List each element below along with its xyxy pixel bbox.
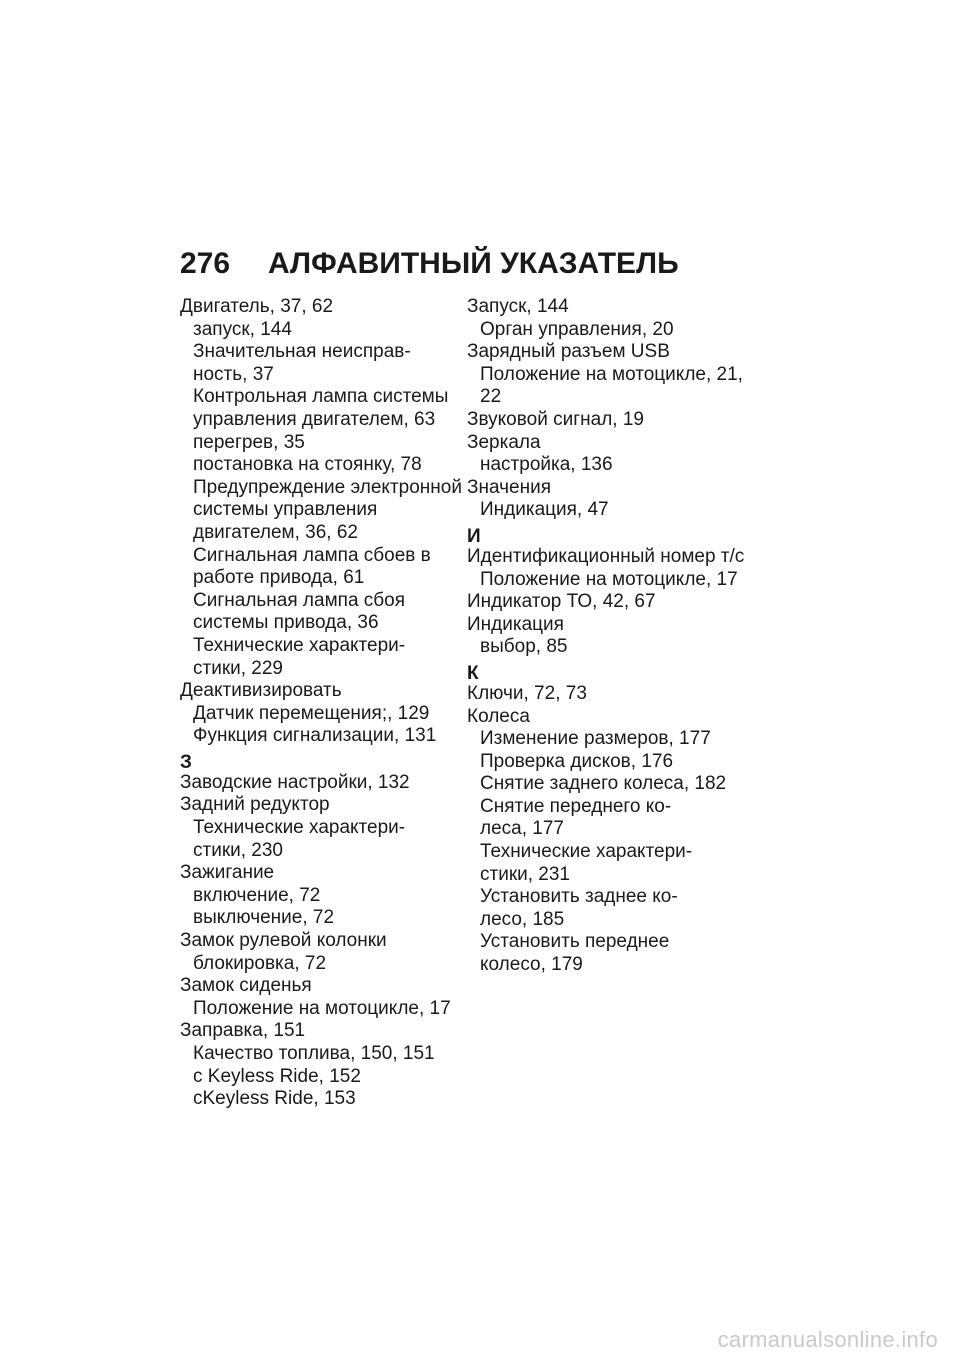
- index-subentry: Установить переднее: [480, 931, 670, 953]
- index-subentry: стики, 230: [193, 839, 283, 861]
- index-entry-title: Замок сиденья: [180, 975, 312, 997]
- index-subentry: колесо, 179: [480, 954, 583, 976]
- index-subentry: системы управления: [193, 499, 378, 521]
- index-entry: [180, 862, 462, 930]
- index-subentry: Проверка дисков, 176: [480, 750, 674, 772]
- index-subentry: Технические характери-: [193, 634, 406, 656]
- index-entry: [467, 683, 749, 706]
- index-subentry: Технические характери-: [480, 841, 693, 863]
- index-entry-title: Деактивизировать: [180, 680, 342, 702]
- index-subentry: включение, 72: [193, 884, 321, 906]
- index-subentry: стики, 231: [480, 863, 570, 885]
- index-subentry: блокировка, 72: [193, 952, 327, 974]
- index-subentry: cKeyless Ride, 153: [193, 1088, 356, 1110]
- index-entry-title: Ключи, 72, 73: [467, 682, 587, 704]
- index-entry-title: Задний редуктор: [180, 794, 330, 816]
- index-subentry: леса, 177: [480, 818, 564, 840]
- index-entry-title: Зеркала: [467, 431, 541, 453]
- index-entry: [467, 546, 749, 591]
- index-subentry: Установить заднее ко-: [480, 886, 678, 908]
- index-entry: [467, 341, 749, 409]
- index-subentry: с Keyless Ride, 152: [193, 1065, 361, 1087]
- index-entry: [180, 930, 462, 975]
- index-entry: [467, 477, 749, 522]
- index-subentry: Положение на мотоцикле, 17: [193, 997, 451, 1019]
- index-column-right: [467, 296, 749, 977]
- page-header: [180, 244, 900, 284]
- index-subentry: ность, 37: [193, 363, 274, 385]
- index-entry-title: Заправка, 151: [180, 1020, 306, 1042]
- index-entry: [467, 614, 749, 659]
- index-subentry: Качество топлива, 150, 151: [193, 1043, 435, 1064]
- index-subentry: настройка, 136: [480, 454, 613, 476]
- index-subentry: Индикация, 47: [480, 499, 609, 521]
- index-entry-title: Идентификационный номер т/с: [467, 545, 745, 567]
- index-entry-title: Зарядный разъем USB: [467, 341, 670, 363]
- index-subentry: Датчик перемещения;, 129: [193, 702, 430, 724]
- index-subentry: Функция сигнализации, 131: [193, 725, 437, 747]
- index-subentry: запуск, 144: [193, 318, 292, 340]
- index-subentry: Снятие переднего ко-: [480, 795, 672, 817]
- watermark: carmanualsonline.info: [717, 1327, 938, 1352]
- index-entry: [180, 296, 462, 680]
- section-letter: З: [180, 751, 192, 773]
- index-subentry: выключение, 72: [193, 907, 335, 929]
- index-subentry: постановка на стоянку, 78: [193, 454, 422, 476]
- index-entry-title: Колеса: [467, 705, 530, 727]
- index-subentry: системы привода, 36: [193, 612, 379, 634]
- index-entry: [180, 772, 462, 795]
- index-entry-title: Замок рулевой колонки: [180, 930, 387, 952]
- index-entry: [180, 794, 462, 862]
- index-entry-title: Индикация: [467, 613, 564, 635]
- index-subentry: Контрольная лампа системы: [193, 386, 449, 408]
- index-subentry: Изменение размеров, 177: [480, 728, 711, 750]
- index-entry-title: Заводские настройки, 132: [180, 771, 410, 793]
- index-subentry: Значительная неисправ-: [193, 341, 411, 363]
- index-entry: [467, 706, 749, 977]
- index-entry: [467, 409, 749, 432]
- index-entry-title: Запуск, 144: [467, 296, 569, 317]
- index-subentry: Снятие заднего колеса, 182: [480, 773, 727, 795]
- index-subentry: Предупреждение электронной: [193, 476, 462, 498]
- index-subentry: стики, 229: [193, 657, 283, 679]
- index-entry: [467, 432, 749, 477]
- section-letter: И: [467, 525, 481, 547]
- index-subentry: Орган управления, 20: [480, 318, 674, 340]
- index-subentry: работе привода, 61: [193, 567, 365, 589]
- index-subentry: Положение на мотоцикле, 21,: [480, 363, 743, 385]
- index-subentry: Сигнальная лампа сбоев в: [193, 544, 431, 566]
- index-entry: [180, 1020, 462, 1110]
- index-entry-title: Звуковой сигнал, 19: [467, 408, 644, 430]
- index-entry-title: Зажигание: [180, 862, 275, 884]
- index-entry: [467, 296, 749, 341]
- index-subentry: лесо, 185: [480, 908, 565, 930]
- section-letter: К: [467, 662, 479, 684]
- index-entry-title: Индикатор ТО, 42, 67: [467, 591, 656, 613]
- index-subentry: Технические характери-: [193, 817, 406, 839]
- index-entry-title: Двигатель, 37, 62: [180, 296, 334, 317]
- index-subentry: перегрев, 35: [193, 431, 305, 453]
- index-entry: [467, 591, 749, 614]
- page-title: АЛФАВИТНЫЙ УКАЗАТЕЛЬ: [268, 247, 679, 280]
- page-number: 276: [180, 247, 231, 280]
- index-entry-title: Значения: [467, 476, 551, 498]
- index-subentry: выбор, 85: [480, 636, 568, 658]
- index-subentry: Сигнальная лампа сбоя: [193, 589, 406, 611]
- index-entry: [180, 680, 462, 748]
- index-subentry: Положение на мотоцикле, 17: [480, 568, 738, 590]
- index-entry: [180, 975, 462, 1020]
- index-subentry: управления двигателем, 63: [193, 408, 436, 430]
- index-subentry: 22: [480, 386, 502, 408]
- index-subentry: двигателем, 36, 62: [193, 521, 358, 543]
- index-column-left: [180, 296, 462, 1111]
